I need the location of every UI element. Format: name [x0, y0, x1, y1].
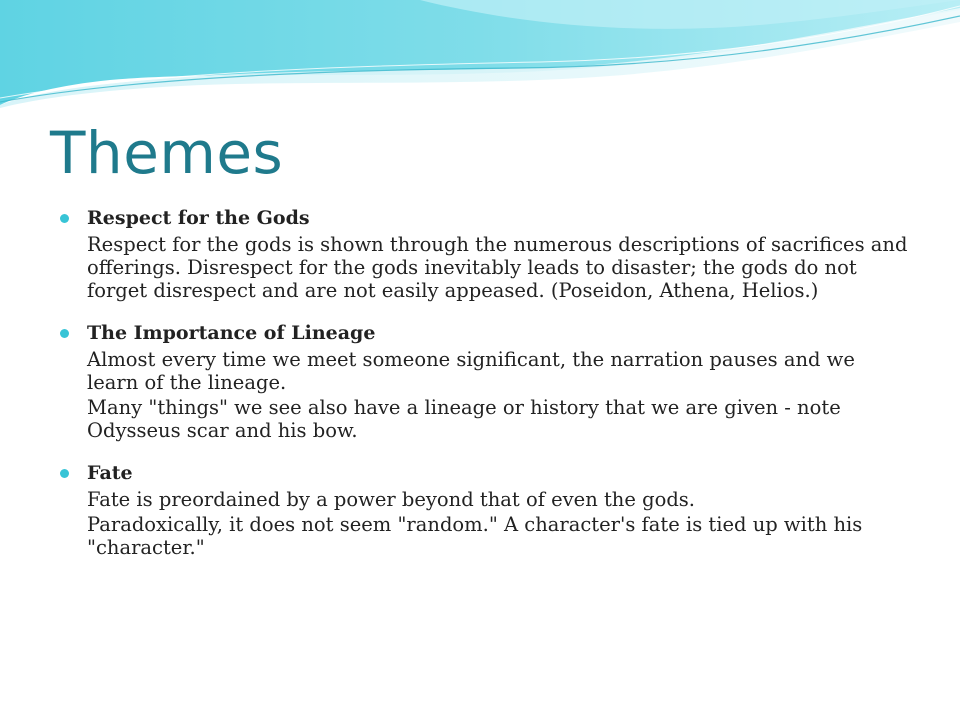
theme-paragraph: Many "things" we see also have a lineage or history that we are given - note Odysseus scar and his bow.	[87, 396, 841, 442]
theme-paragraph: Almost every time we meet someone significant, the narration pauses and we learn of the lineage.	[87, 348, 855, 394]
theme-paragraph: Respect for the gods is shown through the numerous descriptions of sacrifices and offerings. Disrespect for the gods inevitably leads to disaster; the gods do not forget disrespect and are not easily appeased. (Poseidon, Athena, Helios.)	[87, 233, 908, 302]
theme-heading: The Importance of Lineage	[87, 322, 376, 344]
wave-header-decoration	[0, 0, 960, 110]
theme-section-respect-for-gods	[60, 203, 910, 302]
theme-section-fate	[60, 458, 910, 559]
theme-section-lineage	[60, 318, 910, 442]
theme-heading-row	[60, 203, 910, 233]
slide-title: Themes	[50, 119, 284, 187]
theme-paragraph: Fate is preordained by a power beyond that of even the gods.	[87, 488, 696, 511]
theme-heading: Fate	[87, 462, 133, 484]
theme-heading: Respect for the Gods	[87, 207, 310, 229]
theme-paragraph: Paradoxically, it does not seem "random." A character's fate is tied up with his "character."	[87, 513, 863, 559]
bullet-icon	[60, 329, 69, 338]
theme-heading-row	[60, 318, 910, 348]
theme-heading-row	[60, 458, 910, 488]
bullet-icon	[60, 469, 69, 478]
bullet-icon	[60, 214, 69, 223]
theme-list	[60, 203, 910, 575]
